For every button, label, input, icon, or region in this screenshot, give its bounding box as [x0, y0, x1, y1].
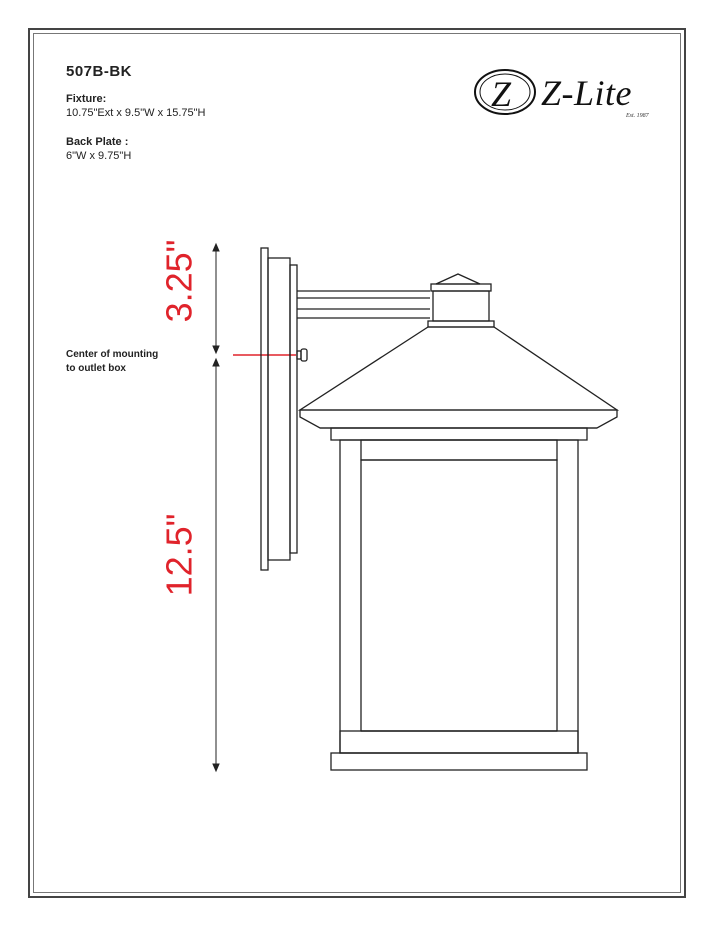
dimension-lines — [213, 244, 219, 771]
logo-emblem-icon — [475, 70, 535, 114]
mounting-note-line2: to outlet box — [66, 363, 126, 374]
back-plate-drawing — [261, 248, 307, 570]
brand-logo-text: Z-Lite — [541, 73, 633, 113]
dimension-lower: 12.5" — [158, 513, 200, 597]
model-number: 507B-BK — [66, 63, 133, 80]
brand-established: Est. 1987 — [626, 113, 649, 119]
svg-text:Z: Z — [491, 74, 512, 114]
mounting-note-line1: Center of mounting — [66, 349, 159, 360]
fixture-label: Fixture: — [66, 93, 107, 105]
fixture-dimensions: 10.75"Ext x 9.5"W x 15.75"H — [66, 107, 206, 119]
fixture-arm — [297, 291, 430, 318]
dimension-upper: 3.25" — [158, 239, 200, 323]
back-plate-dimensions: 6"W x 9.75"H — [66, 150, 132, 162]
fixture-cap — [428, 274, 494, 327]
back-plate-label: Back Plate : — [66, 136, 129, 148]
fixture-hood — [300, 327, 617, 428]
lantern-body — [331, 428, 587, 770]
